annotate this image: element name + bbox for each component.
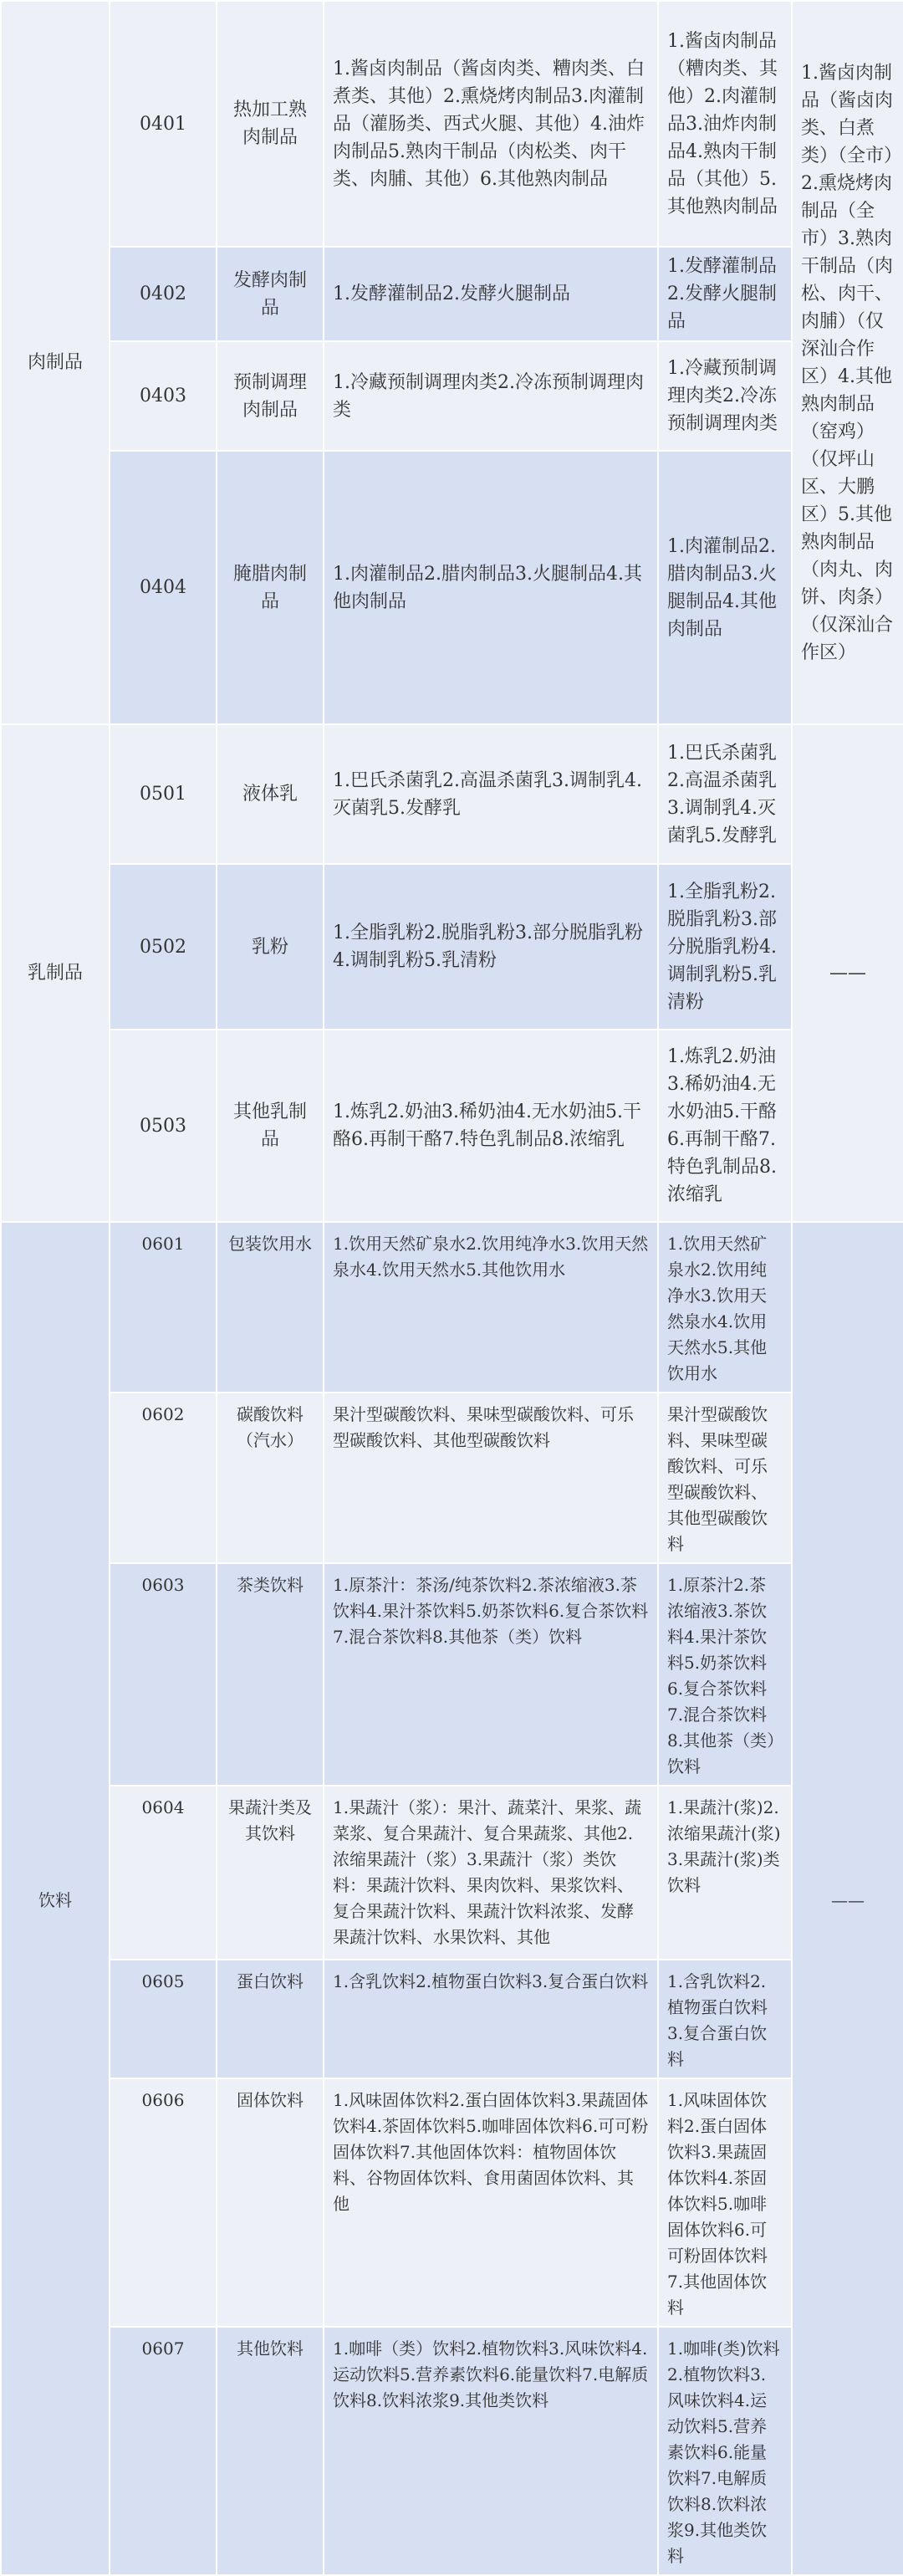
table-row	[1, 864, 903, 1030]
code-cell: 0501	[110, 724, 217, 864]
name-cell: 碳酸饮料（汽水）	[217, 1393, 324, 1563]
code-cell: 0402	[110, 247, 217, 341]
table-row	[1, 1786, 903, 1960]
table-row	[1, 451, 903, 724]
scope-cell: 1.冷藏预制调理肉类2.冷冻预制调理肉类	[658, 341, 792, 451]
name-cell: 果蔬汁类及其饮料	[217, 1786, 324, 1960]
extra-note-cell: 1.酱卤肉制品（酱卤肉类、白煮类）（全市）2.熏烧烤肉制品（全市）3.熟肉干制品（肉松、肉干、肉脯）（仅深汕合作区）4.其他熟肉制品（窑鸡）（仅坪山区、大鹏区）5.其他熟肉制品（肉丸、肉饼、肉条）（仅深汕合作区）	[792, 1, 903, 724]
detail-cell: 1.果蔬汁（浆）：果汁、蔬菜汁、果浆、蔬菜浆、复合果蔬汁、复合果蔬浆、其他2.浓缩果蔬汁（浆）3.果蔬汁（浆）类饮料：果蔬汁饮料、果肉饮料、果浆饮料、复合果蔬汁饮料、果蔬汁饮料浓浆、发酵果蔬汁饮料、水果饮料、其他	[324, 1786, 658, 1960]
code-cell: 0607	[110, 2327, 217, 2575]
name-cell: 其他饮料	[217, 2327, 324, 2575]
table-row	[1, 1030, 903, 1222]
code-cell: 0502	[110, 864, 217, 1030]
table-row	[1, 724, 903, 864]
table-row	[1, 247, 903, 341]
name-cell: 固体饮料	[217, 2078, 324, 2327]
name-cell: 液体乳	[217, 724, 324, 864]
scope-cell: 1.炼乳2.奶油3.稀奶油4.无水奶油5.干酪6.再制干酪7.特色乳制品8.浓缩乳	[658, 1030, 792, 1222]
table-row	[1, 1, 903, 247]
extra-note-cell: ——	[792, 1222, 903, 2575]
scope-cell: 1.酱卤肉制品（糟肉类、其他）2.肉灌制品3.油炸肉制品4.熟肉干制品（其他）5.其他熟肉制品	[658, 1, 792, 247]
scope-cell: 1.含乳饮料2.植物蛋白饮料3.复合蛋白饮料	[658, 1960, 792, 2078]
name-cell: 包装饮用水	[217, 1222, 324, 1393]
table-row	[1, 1563, 903, 1786]
name-cell: 蛋白饮料	[217, 1960, 324, 2078]
scope-cell: 1.肉灌制品2.腊肉制品3.火腿制品4.其他肉制品	[658, 451, 792, 724]
detail-cell: 1.肉灌制品2.腊肉制品3.火腿制品4.其他肉制品	[324, 451, 658, 724]
name-cell: 其他乳制品	[217, 1030, 324, 1222]
scope-cell: 1.全脂乳粉2.脱脂乳粉3.部分脱脂乳粉4.调制乳粉5.乳清粉	[658, 864, 792, 1030]
scope-cell: 1.巴氏杀菌乳2.高温杀菌乳3.调制乳4.灭菌乳5.发酵乳	[658, 724, 792, 864]
detail-cell: 1.饮用天然矿泉水2.饮用纯净水3.饮用天然泉水4.饮用天然水5.其他饮用水	[324, 1222, 658, 1393]
code-cell: 0602	[110, 1393, 217, 1563]
detail-cell: 1.含乳饮料2.植物蛋白饮料3.复合蛋白饮料	[324, 1960, 658, 2078]
table-row	[1, 1960, 903, 2078]
category-cell: 乳制品	[1, 724, 110, 1222]
detail-cell: 1.冷藏预制调理肉类2.冷冻预制调理肉类	[324, 341, 658, 451]
code-cell: 0401	[110, 1, 217, 247]
detail-cell: 1.咖啡（类）饮料2.植物饮料3.风味饮料4.运动饮料5.营养素饮料6.能量饮料7.电解质饮料8.饮料浓浆9.其他类饮料	[324, 2327, 658, 2575]
scope-cell: 1.饮用天然矿泉水2.饮用纯净水3.饮用天然泉水4.饮用天然水5.其他饮用水	[658, 1222, 792, 1393]
name-cell: 预制调理肉制品	[217, 341, 324, 451]
detail-cell: 1.全脂乳粉2.脱脂乳粉3.部分脱脂乳粉4.调制乳粉5.乳清粉	[324, 864, 658, 1030]
name-cell: 发酵肉制品	[217, 247, 324, 341]
table-row	[1, 341, 903, 451]
name-cell: 热加工熟肉制品	[217, 1, 324, 247]
code-cell: 0603	[110, 1563, 217, 1786]
code-cell: 0605	[110, 1960, 217, 2078]
name-cell: 腌腊肉制品	[217, 451, 324, 724]
name-cell: 乳粉	[217, 864, 324, 1030]
table-row	[1, 1222, 903, 1393]
table-row	[1, 2327, 903, 2575]
table-row	[1, 1393, 903, 1563]
detail-cell: 1.炼乳2.奶油3.稀奶油4.无水奶油5.干酪6.再制干酪7.特色乳制品8.浓缩乳	[324, 1030, 658, 1222]
scope-cell: 1.果蔬汁(浆)2.浓缩果蔬汁(浆)3.果蔬汁(浆)类饮料	[658, 1786, 792, 1960]
category-cell: 肉制品	[1, 1, 110, 724]
extra-note-cell: ——	[792, 724, 903, 1222]
scope-cell: 1.发酵灌制品2.发酵火腿制品	[658, 247, 792, 341]
detail-cell: 1.巴氏杀菌乳2.高温杀菌乳3.调制乳4.灭菌乳5.发酵乳	[324, 724, 658, 864]
code-cell: 0606	[110, 2078, 217, 2327]
category-cell: 饮料	[1, 1222, 110, 2575]
scope-cell: 果汁型碳酸饮料、果味型碳酸饮料、可乐型碳酸饮料、其他型碳酸饮料	[658, 1393, 792, 1563]
detail-cell: 1.风味固体饮料2.蛋白固体饮料3.果蔬固体饮料4.茶固体饮料5.咖啡固体饮料6.可可粉固体饮料7.其他固体饮料：植物固体饮料、谷物固体饮料、食用菌固体饮料、其他	[324, 2078, 658, 2327]
code-cell: 0503	[110, 1030, 217, 1222]
code-cell: 0404	[110, 451, 217, 724]
code-cell: 0403	[110, 341, 217, 451]
detail-cell: 果汁型碳酸饮料、果味型碳酸饮料、可乐型碳酸饮料、其他型碳酸饮料	[324, 1393, 658, 1563]
code-cell: 0601	[110, 1222, 217, 1393]
scope-cell: 1.咖啡(类)饮料2.植物饮料3.风味饮料4.运动饮料5.营养素饮料6.能量饮料7.电解质饮料8.饮料浓浆9.其他类饮料	[658, 2327, 792, 2575]
detail-cell: 1.原茶汁：茶汤/纯茶饮料2.茶浓缩液3.茶饮料4.果汁茶饮料5.奶茶饮料6.复合茶饮料7.混合茶饮料8.其他茶（类）饮料	[324, 1563, 658, 1786]
name-cell: 茶类饮料	[217, 1563, 324, 1786]
code-cell: 0604	[110, 1786, 217, 1960]
table-row	[1, 2078, 903, 2327]
scope-cell: 1.风味固体饮料2.蛋白固体饮料3.果蔬固体饮料4.茶固体饮料5.咖啡固体饮料6.可可粉固体饮料7.其他固体饮料	[658, 2078, 792, 2327]
detail-cell: 1.酱卤肉制品（酱卤肉类、糟肉类、白煮类、其他）2.熏烧烤肉制品3.肉灌制品（灌肠类、西式火腿、其他）4.油炸肉制品5.熟肉干制品（肉松类、肉干类、肉脯、其他）6.其他熟肉制品	[324, 1, 658, 247]
scope-cell: 1.原茶汁2.茶浓缩液3.茶饮料4.果汁茶饮料5.奶茶饮料6.复合茶饮料7.混合茶饮料8.其他茶（类）饮料	[658, 1563, 792, 1786]
detail-cell: 1.发酵灌制品2.发酵火腿制品	[324, 247, 658, 341]
